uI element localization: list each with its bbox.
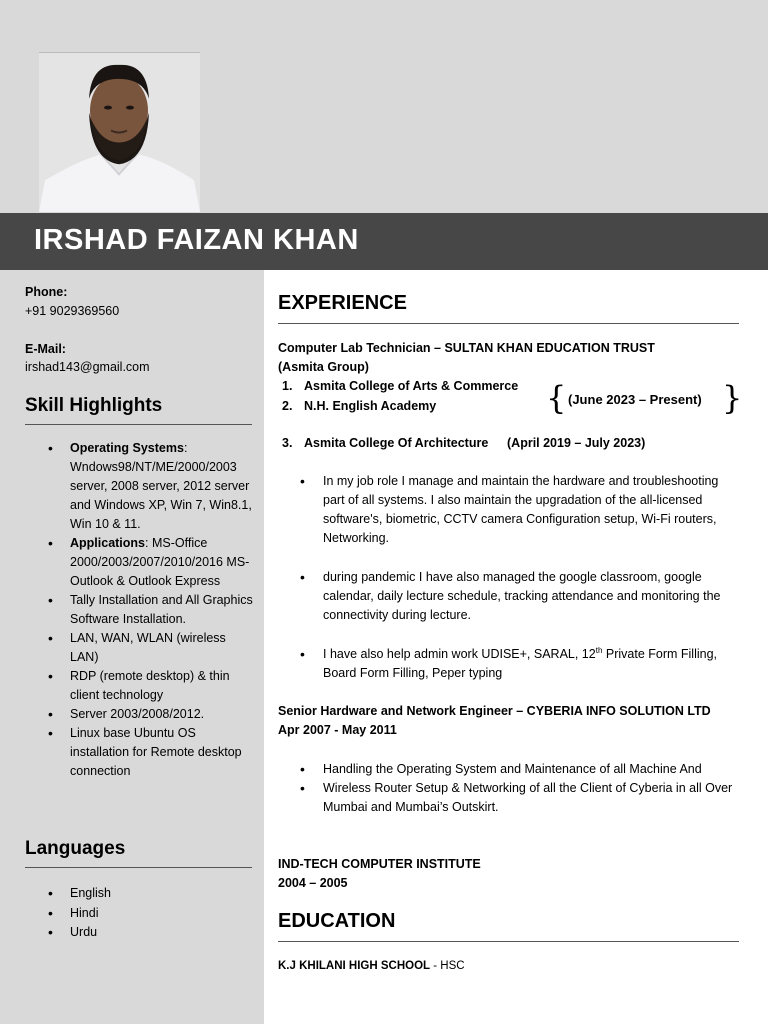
- skill-item: • Applications: MS-Office 2000/2003/2007/2010/2016 MS-Outlook & Outlook Express: [45, 534, 255, 591]
- skill-item: • Operating Systems: Wndows98/NT/ME/2000/2003 server, 2008 server, 2012 server and Windows XP, Win 7, Win8.1, Win 10 & 11.: [45, 439, 255, 534]
- phone-value: +91 9029369560: [25, 304, 120, 318]
- skill-item: • LAN, WAN, WLAN (wireless LAN): [45, 629, 255, 667]
- job1-place3-number: 3.: [282, 436, 293, 450]
- phone-label: Phone:: [25, 285, 68, 299]
- languages-heading: Languages: [25, 838, 126, 859]
- skills-list: [45, 439, 255, 781]
- job1-bullets: [300, 472, 740, 548]
- job1-bullet: • during pandemic I have also managed the google classroom, google calendar, daily lecture schedule, tracking attendance and monitoring the connectivity during lecture.: [300, 568, 740, 625]
- education-divider: [278, 941, 739, 942]
- job1-bullet: • I have also help admin work UDISE+, SARAL, 12th Private Form Filling, Board Form Filling, Peper typing: [300, 645, 740, 683]
- right-brace: }: [722, 379, 743, 417]
- skill-item: • Linux base Ubuntu OS installation for Remote desktop connection: [45, 724, 255, 781]
- left-brace: {: [546, 379, 567, 417]
- job2-period: Apr 2007 - May 2011: [278, 723, 397, 737]
- email-value: irshad143@gmail.com: [25, 360, 150, 374]
- job1-place2: N.H. English Academy: [304, 399, 437, 413]
- skill-item: • RDP (remote desktop) & thin client technology: [45, 667, 255, 705]
- experience-heading: EXPERIENCE: [278, 292, 407, 314]
- education-entry: K.J KHILANI HIGH SCHOOL - HSC: [278, 960, 465, 972]
- job3-title: IND-TECH COMPUTER INSTITUTE: [278, 857, 481, 871]
- languages-divider: [25, 867, 252, 868]
- job1-title: Computer Lab Technician – SULTAN KHAN EDUCATION TRUST: [278, 341, 655, 355]
- experience-divider: [278, 323, 739, 324]
- job2-bullet: • Handling the Operating System and Maintenance of all Machine And: [300, 760, 740, 779]
- job3-period: 2004 – 2005: [278, 876, 348, 890]
- language-item: • Hindi: [45, 904, 111, 924]
- job1-group: (Asmita Group): [278, 360, 369, 374]
- job1-place3: Asmita College Of Architecture: [304, 436, 489, 450]
- skills-heading: Skill Highlights: [25, 395, 163, 416]
- main-content: [264, 270, 768, 1024]
- job2-title: Senior Hardware and Network Engineer – CYBERIA INFO SOLUTION LTD: [278, 704, 711, 718]
- skill-item: • Server 2003/2008/2012.: [45, 705, 255, 724]
- skill-item: • Tally Installation and All Graphics Software Installation.: [45, 591, 255, 629]
- job1-place3-period: (April 2019 – July 2023): [507, 436, 646, 450]
- job2-bullet: • Wireless Router Setup & Networking of all the Client of Cyberia in all Over Mumbai and Mumbai’s Outskirt.: [300, 779, 740, 817]
- sidebar: [0, 270, 264, 1024]
- job1-bullet: • In my job role I manage and maintain the hardware and troubleshooting part of all systems. I also maintain the upgradation of the all-licensed software's, biometric, CCTV camera Configuration setup, Wi-Fi routers, Networking.: [300, 472, 740, 548]
- languages-list: [45, 884, 111, 943]
- profile-photo: [39, 52, 200, 212]
- job2-bullets: [300, 760, 740, 817]
- job1-period: (June 2023 – Present): [568, 392, 702, 407]
- skills-divider: [25, 424, 252, 425]
- language-item: • English: [45, 884, 111, 904]
- email-label: E-Mail:: [25, 342, 66, 356]
- job1-place2-number: 2.: [282, 399, 293, 413]
- job1-bullets: [300, 645, 740, 683]
- job1-bullets: [300, 568, 740, 625]
- education-heading: EDUCATION: [278, 910, 396, 932]
- candidate-name: IRSHAD FAIZAN KHAN: [34, 224, 359, 256]
- language-item: • Urdu: [45, 923, 111, 943]
- name-banner: [0, 213, 768, 270]
- job1-place1-number: 1.: [282, 379, 293, 393]
- job1-place1: Asmita College of Arts & Commerce: [304, 379, 519, 393]
